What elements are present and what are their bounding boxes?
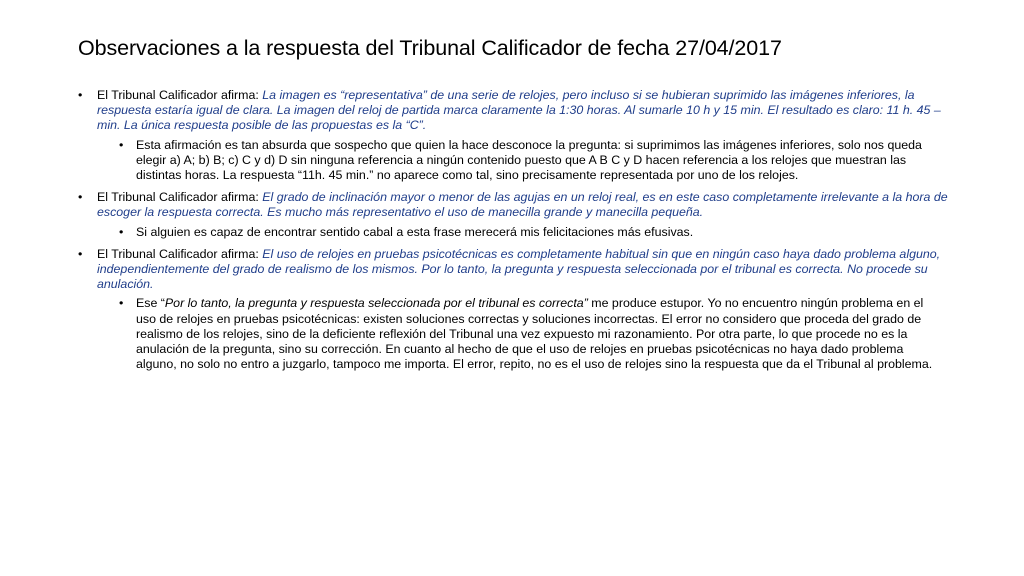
bullet-item-1 [78,88,958,183]
sub-bullet-item [97,138,958,184]
bullet-lead: El Tribunal Calificador afirma: [97,246,263,261]
sub-bullet-text: me produce estupor. Yo no encuentro ningún problema en el uso de relojes en pruebas psicotécnicas: existen soluciones correctas y soluciones incorrectas. El error no considero que proceda del grado de realismo de los relojes, sino de la deficiente reflexión del Tribunal una vez expuesto mi razonamiento. Por otra parte, lo que procede no es la anulación de la pregunta, sino su corrección. En cuanto al hecho de que el uso de relojes en pruebas psicotécnicas no haya dado problema alguno, no solo no entro a juzgarlo, tampoco me importa. El error, repito, no es el uso de relojes sino la respuesta que da el Tribunal al problema. [136,296,933,372]
sub-bullet-text: Si alguien es capaz de encontrar sentido cabal a esta frase merecerá mis felicitaciones más efusivas. [136,224,694,239]
slide-title: Observaciones a la respuesta del Tribunal Calificador de fecha 27/04/2017 [78,36,782,60]
bullet-list [78,88,958,372]
sub-bullet-pre: Ese “ [136,296,165,311]
sub-bullet-list [97,225,958,240]
bullet-dot-icon: • [119,296,124,311]
sub-bullet-item [97,225,958,240]
bullet-dot-icon: • [78,246,83,261]
sub-bullet-italic-quote: Por lo tanto, la pregunta y respuesta seleccionada por el tribunal es correcta” [164,296,588,311]
slide-content [78,88,958,379]
tribunal-quote: El uso de relojes en pruebas psicotécnicas es completamente habitual sin que en ningún caso haya dado problema alguno, independientemente del grado de realismo de los mismos. Por lo tanto, la pregunta y respuesta seleccionada por el tribunal es correcta. No procede su anulación. [97,246,941,292]
sub-bullet-list [97,296,958,372]
bullet-lead: El Tribunal Calificador afirma: [97,88,263,102]
bullet-dot-icon: • [78,190,83,205]
bullet-lead: El Tribunal Calificador afirma: [97,190,263,205]
sub-bullet-list [97,138,958,184]
bullet-item-2 [78,190,958,240]
sub-bullet-text: Esta afirmación es tan absurda que sospecho que quien la hace desconoce la pregunta: si suprimimos las imágenes inferiores, solo nos queda elegir a) A; b) B; c) C y d) D sin ninguna referencia a ningún contenido puesto que A B C y D hacen referencia a los relojes que muestran las distintas horas. La respuesta “11h. 45 min.” no aparece como tal, sino precisamente representada por uno de los relojes. [136,137,922,183]
bullet-dot-icon: • [78,88,83,102]
bullet-item-3 [78,247,958,373]
bullet-dot-icon: • [119,137,124,152]
tribunal-quote: El grado de inclinación mayor o menor de las agujas en un reloj real, es en este caso completamente irrelevante a la hora de escoger la respuesta correcta. Es mucho más representativo el uso de manecilla grande y manecilla pequeña. [97,190,948,220]
bullet-dot-icon: • [119,224,124,239]
sub-bullet-item [97,296,958,372]
tribunal-quote: La imagen es “representativa” de una serie de relojes, pero incluso si se hubieran suprimido las imágenes inferiores, la respuesta estaría igual de clara. La imagen del reloj de partida marca claramente la 1:30 horas. Al sumarle 10 h y 15 min. El resultado es claro: 11 h. 45 –min. La única respuesta posible de las propuestas es la “C”. [97,88,941,133]
